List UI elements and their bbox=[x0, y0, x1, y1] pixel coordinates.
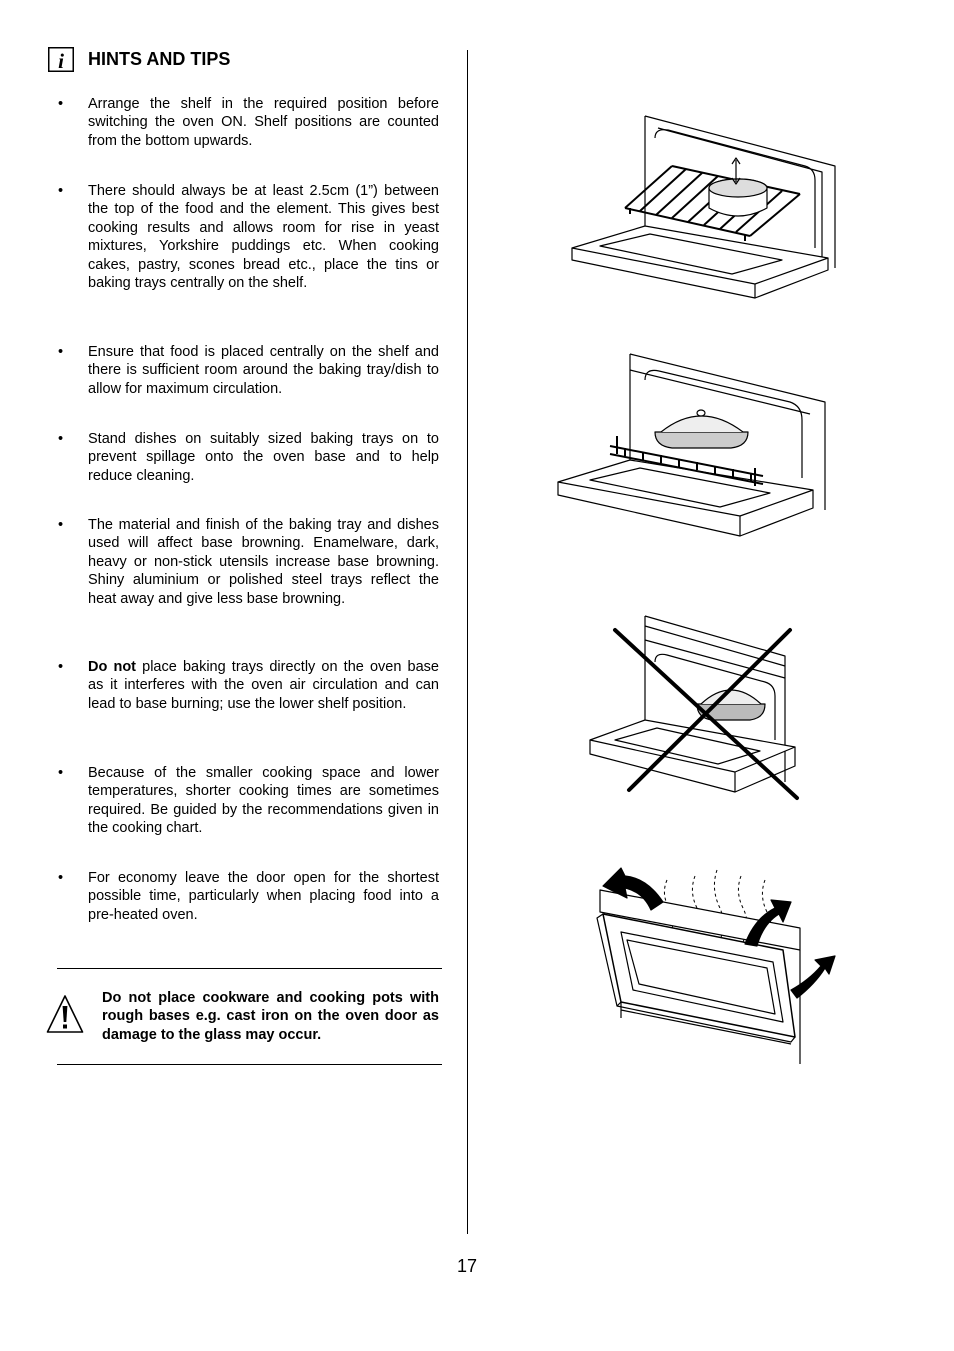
bullet: • bbox=[58, 517, 64, 533]
list-item bbox=[58, 343, 439, 398]
oven-shelf-clearance-illustration bbox=[560, 108, 850, 318]
tip-text bbox=[88, 658, 439, 713]
tip-text: There should always be at least 2.5cm (1”) between the top of the food and the element. This gives best cooking results and allows room for rise in yeast mixtures, Yorkshire puddings etc. When cooking cakes, pastry, scones bread etc., place the tins or baking trays centrally on the shelf. bbox=[88, 183, 439, 292]
list-item bbox=[58, 95, 439, 150]
bullet: • bbox=[58, 96, 64, 112]
tip-text: The material and finish of the baking tray and dishes used will affect base browning. Enamelware, dark, heavy or non-stick utensils increase base browning. Shiny aluminium or polished steel trays reflect the heat away and give less base browning. bbox=[88, 517, 439, 607]
oven-dish-centred-illustration bbox=[555, 350, 840, 550]
page-title: HINTS AND TIPS bbox=[88, 49, 231, 69]
tip-text: Because of the smaller cooking space and lower temperatures, shorter cooking times are sometimes required. Be guided by the recommendations given in the cooking chart. bbox=[88, 765, 439, 837]
tip-text: Arrange the shelf in the required position before switching the oven ON. Shelf positions are counted from the bottom upwards. bbox=[88, 96, 439, 149]
list-item bbox=[58, 516, 439, 608]
tip-text: For economy leave the door open for the shortest possible time, particularly when placing food into a pre-heated oven. bbox=[88, 870, 439, 923]
warning-triangle-icon bbox=[46, 994, 84, 1034]
warning-top-rule bbox=[57, 968, 442, 969]
warning-text: Do not place cookware and cooking pots with rough bases e.g. cast iron on the oven door as damage to the glass may occur. bbox=[102, 990, 439, 1043]
column-divider bbox=[467, 50, 468, 1234]
tip-text: Stand dishes on suitably sized baking trays on to prevent spillage onto the oven base and to help reduce cleaning. bbox=[88, 431, 439, 484]
oven-door-open-heat-illustration bbox=[595, 862, 845, 1067]
page-number: 17 bbox=[457, 1256, 478, 1276]
list-item bbox=[58, 182, 439, 292]
bullet: • bbox=[58, 765, 64, 781]
list-item bbox=[58, 869, 439, 924]
list-item bbox=[58, 430, 439, 485]
bullet: • bbox=[58, 870, 64, 886]
list-item bbox=[58, 764, 439, 838]
svg-text:i: i bbox=[58, 49, 64, 72]
list-item bbox=[58, 658, 439, 713]
bullet: • bbox=[58, 431, 64, 447]
oven-base-crossed-out-illustration bbox=[585, 612, 810, 807]
bullet: • bbox=[58, 659, 64, 675]
tip-text-rest: place baking trays directly on the oven base as it interferes with the oven air circulation and can lead to base burning; use the lower shelf position. bbox=[88, 659, 439, 712]
warning-bottom-rule bbox=[57, 1064, 442, 1065]
emphasis: Do not bbox=[88, 659, 137, 675]
tip-text: Ensure that food is placed centrally on the shelf and there is sufficient room around the baking tray/dish to allow for maximum circulation. bbox=[88, 344, 439, 397]
bullet: • bbox=[58, 183, 64, 199]
info-icon bbox=[48, 47, 74, 72]
bullet: • bbox=[58, 344, 64, 360]
